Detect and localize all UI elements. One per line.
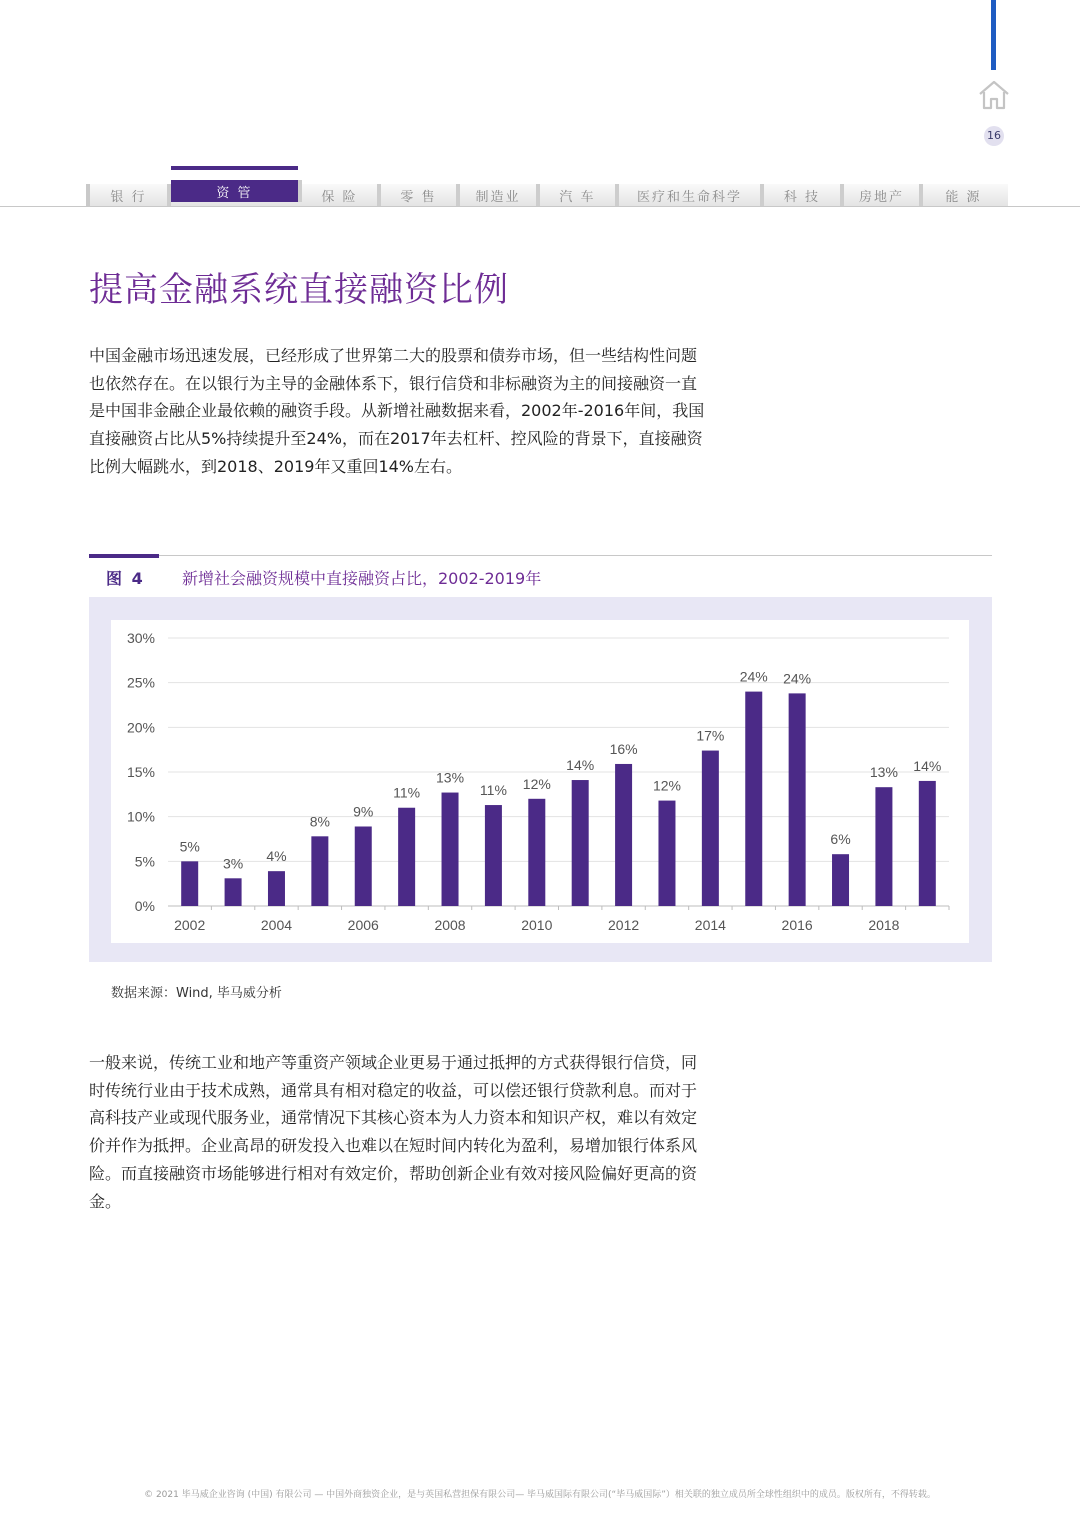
tab-retail[interactable]: 零 售 — [381, 184, 460, 206]
tab-automotive[interactable]: 汽 车 — [540, 184, 619, 206]
x-tick-label: 2010 — [521, 917, 553, 933]
bar-2006 — [355, 826, 372, 906]
tab-technology[interactable]: 科 技 — [764, 184, 844, 206]
bar-2015 — [745, 692, 762, 906]
x-tick-label: 2008 — [434, 917, 466, 933]
bar-2003 — [225, 878, 242, 906]
x-tick-label: 2018 — [868, 917, 900, 933]
body-paragraph-2: 一般来说，传统工业和地产等重资产领域企业更易于通过抵押的方式获得银行信贷，同时传统行业由于技术成熟，通常具有相对稳定的收益，可以偿还银行贷款利息。而对于高科技产业或现代服务业，通常情况下其核心资本为人力资本和知识产权，难以有效定价并作为抵押。企业高昂的研发投入也难以在短时间内转化为盈利，易增加银行体系风险。而直接融资市场能够进行相对有效定价，帮助创新企业有效对接风险偏好更高的资金。 — [89, 1053, 698, 1211]
bar-2017 — [832, 854, 849, 906]
data-label-2013: 12% — [652, 777, 681, 794]
figure-title: 新增社会融资规模中直接融资占比，2002-2019年 — [182, 569, 542, 588]
data-label-2019: 14% — [913, 757, 942, 774]
tab-manufacturing[interactable]: 制造业 — [460, 184, 540, 206]
bar-2012 — [615, 764, 632, 906]
nav-underline — [0, 206, 1080, 207]
bar-2005 — [311, 836, 328, 906]
x-tick-label: 2012 — [608, 917, 640, 933]
bar-2014 — [702, 751, 719, 906]
data-label-2009: 11% — [479, 782, 507, 799]
y-tick-label: 5% — [134, 853, 155, 870]
data-label-2012: 16% — [609, 740, 638, 757]
x-tick-label: 2016 — [781, 917, 813, 933]
body-paragraph-1: 中国金融市场迅速发展，已经形成了世界第二大的股票和债券市场，但一些结构性问题也依然存在。在以银行为主导的金融体系下，银行信贷和非标融资为主的间接融资一直是中国非金融企业最依赖的融资手段。从新增社融数据来看，2002年-2016年间，我国直接融资占比从5%持续提升至24%，而在2017年去杠杆、控风险的背景下，直接融资比例大幅跳水，到2018、2019年又重回14%左右。 — [89, 346, 705, 476]
data-label-2016: 24% — [783, 670, 812, 687]
tab-healthcare-life-sciences[interactable]: 医疗和生命科学 — [619, 184, 764, 206]
y-tick-label: 0% — [134, 898, 155, 914]
x-tick-label: 2006 — [347, 917, 379, 933]
data-label-2007: 11% — [393, 784, 421, 801]
top-accent-bar — [991, 0, 996, 70]
tab-banking[interactable]: 银 行 — [90, 184, 171, 206]
x-tick-label: 2014 — [694, 917, 726, 933]
x-tick-label: 2004 — [260, 917, 293, 933]
x-tick-label: 2002 — [174, 917, 206, 933]
data-label-2010: 12% — [522, 775, 551, 792]
bar-2011 — [572, 780, 589, 906]
data-label-2015: 24% — [739, 668, 768, 685]
data-label-2008: 13% — [436, 769, 465, 786]
y-tick-label: 20% — [126, 719, 155, 736]
bar-2008 — [442, 793, 459, 906]
tab-real-estate[interactable]: 房地产 — [844, 184, 923, 206]
page-title: 提高金融系统直接融资比例 — [89, 270, 509, 310]
section-nav — [86, 184, 1008, 206]
y-tick-label: 10% — [126, 808, 155, 825]
data-label-2011: 14% — [566, 757, 595, 774]
bar-2004 — [268, 871, 285, 906]
figure-accent-bar — [89, 554, 159, 558]
data-label-2006: 9% — [353, 803, 374, 820]
data-label-2018: 13% — [869, 764, 898, 781]
y-tick-label: 25% — [126, 674, 155, 691]
bar-2002 — [181, 861, 198, 906]
bar-2010 — [528, 799, 545, 906]
bar-chart — [111, 620, 969, 943]
bar-2016 — [789, 693, 806, 906]
page-number: 16 — [984, 126, 1004, 146]
data-label-2004: 4% — [266, 848, 287, 865]
tab-insurance[interactable]: 保 险 — [302, 184, 381, 206]
bar-2018 — [875, 787, 892, 906]
data-label-2002: 5% — [179, 838, 200, 855]
data-label-2014: 17% — [696, 727, 725, 744]
bar-2019 — [919, 781, 936, 906]
data-label-2003: 3% — [222, 855, 244, 872]
bar-2013 — [658, 801, 675, 906]
home-icon[interactable] — [977, 78, 1011, 112]
figure-source: 数据来源：Wind, 毕马威分析 — [111, 986, 282, 1001]
figure-label: 图 4 — [106, 569, 145, 588]
data-label-2005: 8% — [309, 813, 330, 830]
y-tick-label: 30% — [126, 630, 155, 646]
tab-asset-management[interactable]: 资 管 — [171, 180, 302, 202]
bar-2009 — [485, 805, 502, 906]
bar-2007 — [398, 808, 415, 906]
tab-energy[interactable]: 能 源 — [945, 189, 982, 205]
y-tick-label: 15% — [126, 764, 155, 780]
data-label-2017: 6% — [830, 831, 851, 848]
footer-copyright: © 2021 毕马威企业咨询 (中国) 有限公司 — 中国外商独资企业，是与英国私营担保有限公司— 毕马威国际有限公司(“毕马威国际”）相关联的独立成员所全球性组织中的成员。版权所有，不得转载。 — [144, 1490, 936, 1500]
figure-rule — [159, 555, 992, 556]
